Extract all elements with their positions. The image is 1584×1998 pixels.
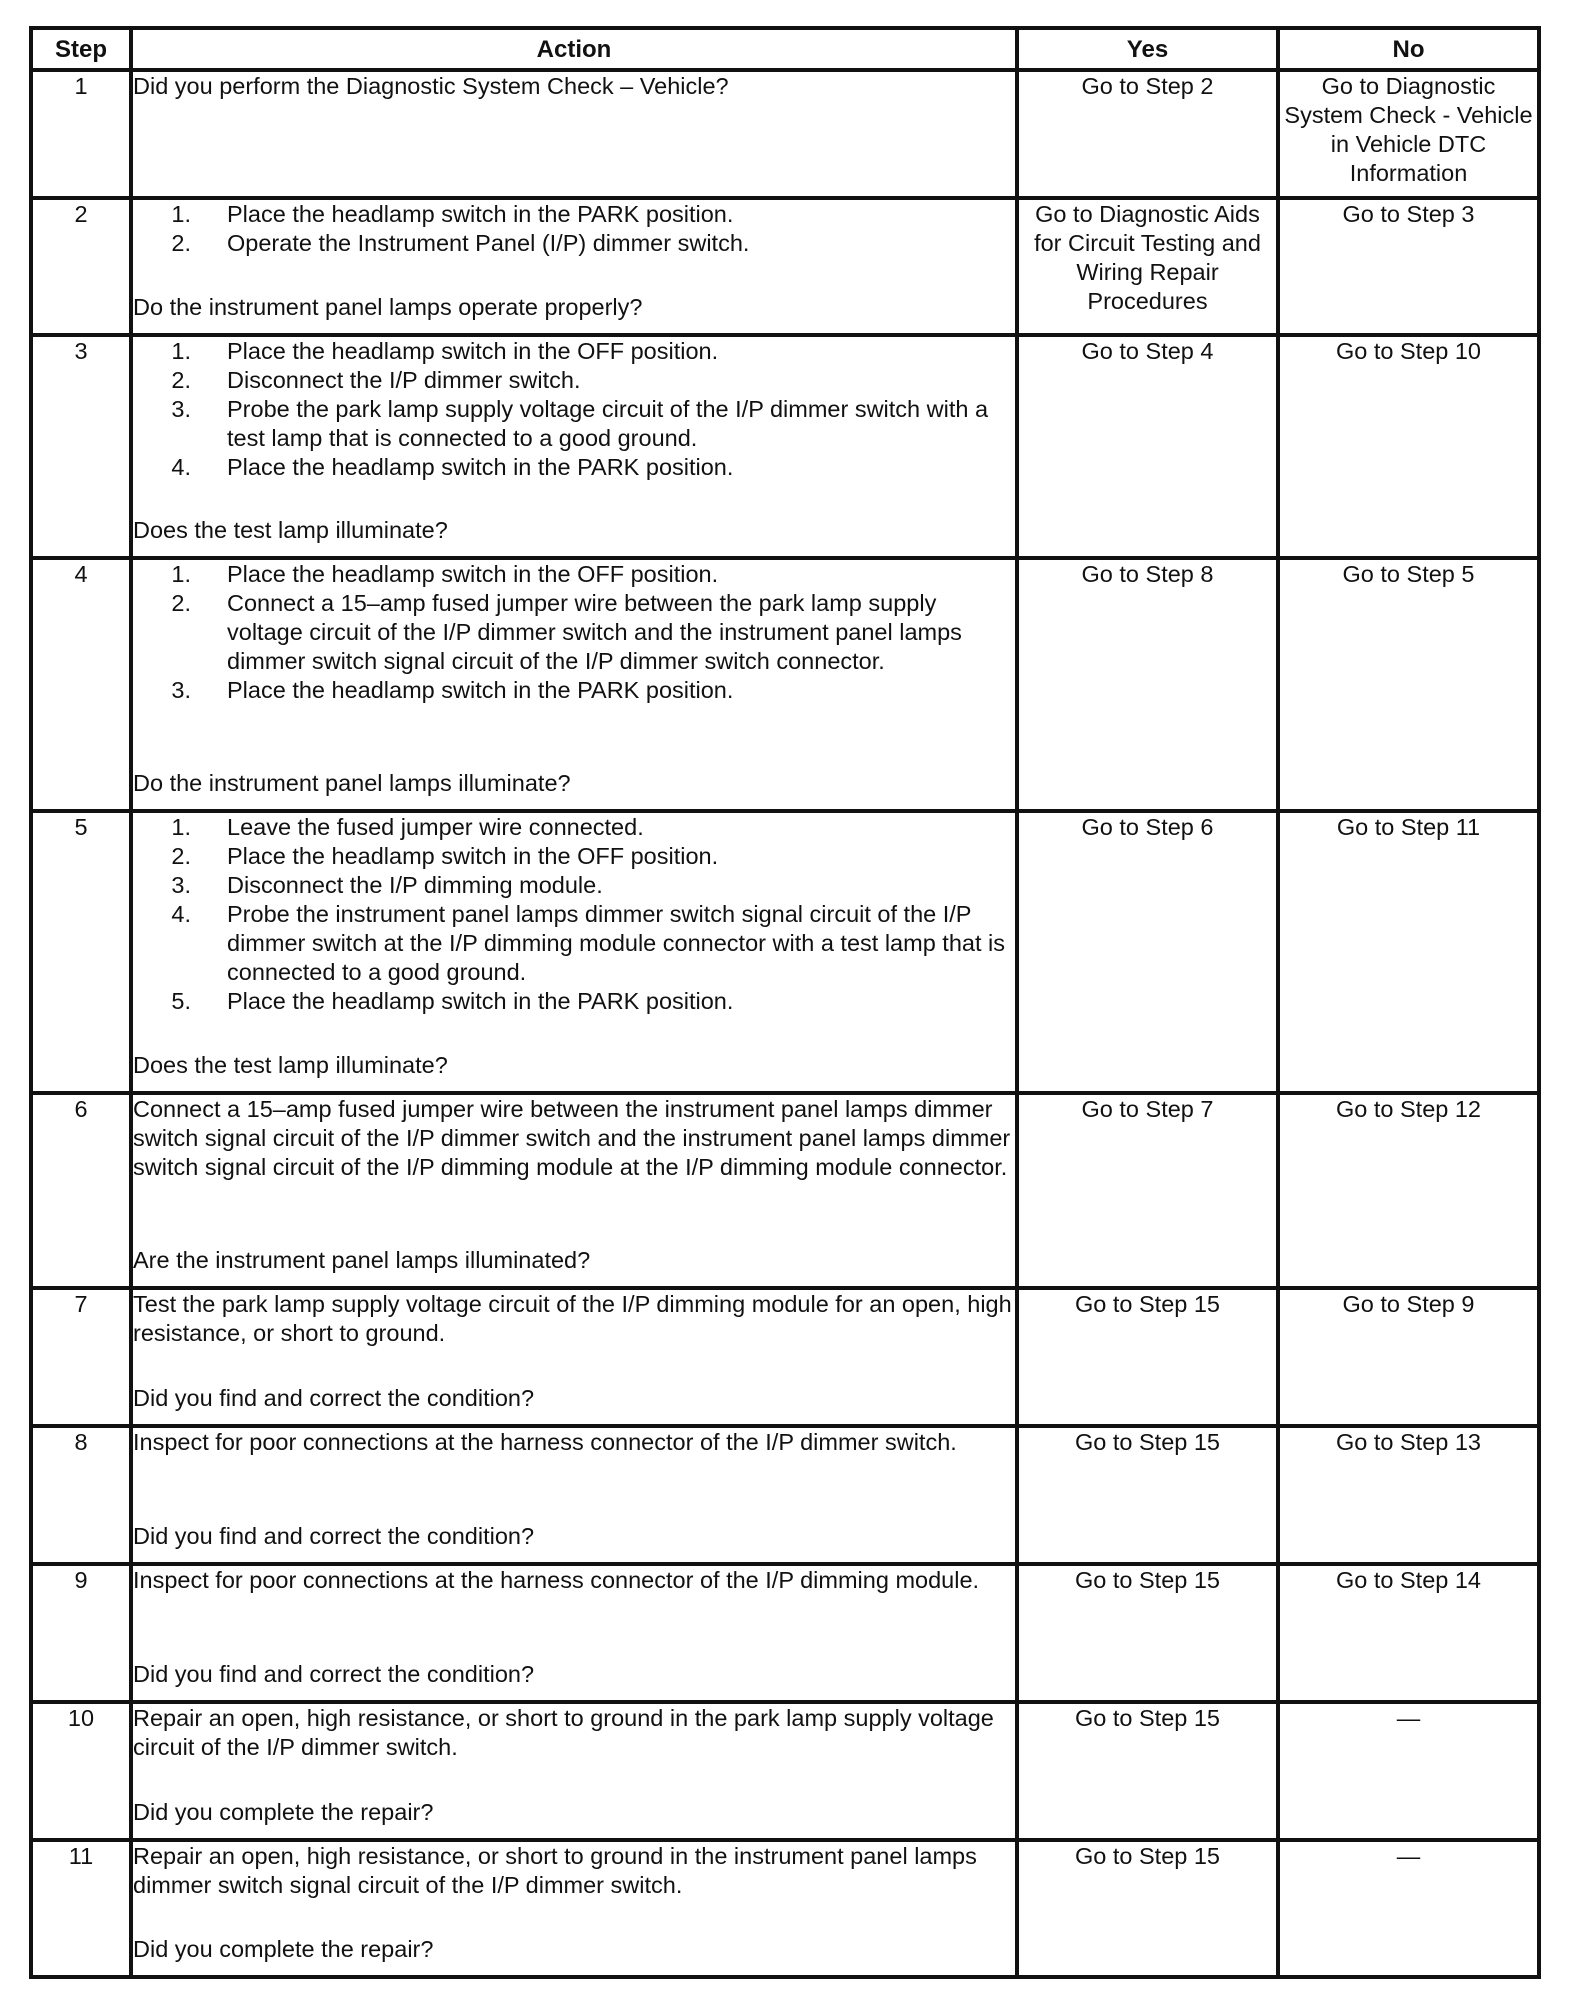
table-row xyxy=(31,1564,1539,1702)
no-result: Go to Step 12 xyxy=(1278,1093,1539,1288)
action-step-item xyxy=(133,200,1015,229)
action-step-item xyxy=(133,842,1015,871)
action-steps-list xyxy=(133,813,1015,1016)
action-question: Does the test lamp illuminate? xyxy=(133,1052,448,1078)
table-row xyxy=(31,1426,1539,1564)
action-step-text: Probe the instrument panel lamps dimmer switch signal circuit of the I/P dimmer switch at the I/P dimming module connector with a test lamp that is connected to a good ground. xyxy=(227,901,1006,985)
action-question: Did you find and correct the condition? xyxy=(133,1661,535,1687)
step-number: 9 xyxy=(31,1564,131,1702)
action-cell xyxy=(131,1702,1017,1840)
table-row xyxy=(31,1093,1539,1288)
action-step-item xyxy=(133,453,1015,482)
action-question: Did you find and correct the condition? xyxy=(133,1523,535,1549)
table-row xyxy=(31,198,1539,335)
action-step-number: 2. xyxy=(171,230,191,256)
action-step-number: 1. xyxy=(171,201,191,227)
action-step-text: Disconnect the I/P dimming module. xyxy=(227,872,603,898)
header-action: Action xyxy=(131,28,1017,70)
action-question: Does the test lamp illuminate? xyxy=(133,517,448,543)
action-step-number: 2. xyxy=(171,590,191,616)
yes-result: Go to Diagnostic Aids for Circuit Testing and Wiring Repair Procedures xyxy=(1017,198,1278,335)
step-number: 6 xyxy=(31,1093,131,1288)
action-step-text: Operate the Instrument Panel (I/P) dimmer switch. xyxy=(227,230,750,256)
action-step-item xyxy=(133,900,1015,987)
yes-result: Go to Step 15 xyxy=(1017,1840,1278,1977)
action-step-item xyxy=(133,366,1015,395)
action-text: Did you perform the Diagnostic System Check – Vehicle? xyxy=(133,73,729,99)
action-step-number: 3. xyxy=(171,872,191,898)
action-step-text: Place the headlamp switch in the PARK position. xyxy=(227,201,734,227)
yes-result: Go to Step 15 xyxy=(1017,1426,1278,1564)
step-number: 4 xyxy=(31,558,131,811)
action-step-text: Place the headlamp switch in the PARK position. xyxy=(227,677,734,703)
action-step-text: Connect a 15–amp fused jumper wire between the park lamp supply voltage circuit of the I/P dimmer switch and the instrument panel lamps dimmer switch signal circuit of the I/P dimmer switch connector. xyxy=(227,590,962,674)
action-step-text: Leave the fused jumper wire connected. xyxy=(227,814,644,840)
action-cell xyxy=(131,1840,1017,1977)
action-question: Did you complete the repair? xyxy=(133,1936,434,1962)
step-number: 8 xyxy=(31,1426,131,1564)
header-row xyxy=(31,28,1539,70)
no-result: Go to Step 11 xyxy=(1278,811,1539,1093)
action-text: Inspect for poor connections at the harness connector of the I/P dimmer switch. xyxy=(133,1429,957,1455)
action-step-text: Disconnect the I/P dimmer switch. xyxy=(227,367,581,393)
yes-result: Go to Step 15 xyxy=(1017,1288,1278,1426)
action-step-number: 2. xyxy=(171,367,191,393)
step-number: 5 xyxy=(31,811,131,1093)
action-step-item xyxy=(133,589,1015,676)
action-cell xyxy=(131,558,1017,811)
diagnostic-table xyxy=(29,26,1541,1979)
no-result: — xyxy=(1278,1840,1539,1977)
action-cell xyxy=(131,70,1017,198)
action-cell xyxy=(131,198,1017,335)
step-number: 1 xyxy=(31,70,131,198)
no-result: Go to Step 9 xyxy=(1278,1288,1539,1426)
action-step-number: 1. xyxy=(171,814,191,840)
table-row xyxy=(31,335,1539,558)
action-step-item xyxy=(133,676,1015,705)
action-text: Repair an open, high resistance, or short to ground in the park lamp supply voltage circuit of the I/P dimmer switch. xyxy=(133,1705,994,1760)
action-text: Test the park lamp supply voltage circuit of the I/P dimming module for an open, high resistance, or short to ground. xyxy=(133,1291,1012,1346)
no-result: Go to Step 14 xyxy=(1278,1564,1539,1702)
table-row xyxy=(31,1702,1539,1840)
table-row xyxy=(31,1288,1539,1426)
action-question: Are the instrument panel lamps illuminated? xyxy=(133,1247,591,1273)
step-number: 11 xyxy=(31,1840,131,1977)
step-number: 2 xyxy=(31,198,131,335)
table-row xyxy=(31,558,1539,811)
action-cell xyxy=(131,1426,1017,1564)
action-question: Did you find and correct the condition? xyxy=(133,1385,535,1411)
no-result: Go to Step 10 xyxy=(1278,335,1539,558)
action-steps-list xyxy=(133,337,1015,482)
no-result: Go to Step 3 xyxy=(1278,198,1539,335)
action-step-item xyxy=(133,987,1015,1016)
table-row xyxy=(31,70,1539,198)
no-result: Go to Step 13 xyxy=(1278,1426,1539,1564)
action-cell xyxy=(131,811,1017,1093)
action-step-item xyxy=(133,337,1015,366)
action-step-item xyxy=(133,229,1015,258)
action-cell xyxy=(131,1288,1017,1426)
table-row xyxy=(31,811,1539,1093)
action-step-item xyxy=(133,871,1015,900)
no-result: Go to Step 5 xyxy=(1278,558,1539,811)
action-step-item xyxy=(133,560,1015,589)
action-steps-list xyxy=(133,200,1015,258)
step-number: 7 xyxy=(31,1288,131,1426)
action-step-number: 3. xyxy=(171,677,191,703)
action-step-number: 5. xyxy=(171,988,191,1014)
no-result: — xyxy=(1278,1702,1539,1840)
step-number: 3 xyxy=(31,335,131,558)
action-step-number: 4. xyxy=(171,454,191,480)
action-text: Repair an open, high resistance, or short to ground in the instrument panel lamps dimmer switch signal circuit of the I/P dimmer switch. xyxy=(133,1843,977,1898)
yes-result: Go to Step 6 xyxy=(1017,811,1278,1093)
action-step-number: 1. xyxy=(171,338,191,364)
action-steps-list xyxy=(133,560,1015,705)
action-text: Inspect for poor connections at the harness connector of the I/P dimming module. xyxy=(133,1567,980,1593)
action-step-text: Place the headlamp switch in the OFF position. xyxy=(227,843,719,869)
table-row xyxy=(31,1840,1539,1977)
action-step-number: 1. xyxy=(171,561,191,587)
yes-result: Go to Step 15 xyxy=(1017,1564,1278,1702)
action-cell xyxy=(131,1093,1017,1288)
action-cell xyxy=(131,1564,1017,1702)
action-step-text: Place the headlamp switch in the PARK position. xyxy=(227,988,734,1014)
header-step: Step xyxy=(31,28,131,70)
action-step-text: Place the headlamp switch in the PARK position. xyxy=(227,454,734,480)
action-step-text: Place the headlamp switch in the OFF position. xyxy=(227,338,719,364)
header-no: No xyxy=(1278,28,1539,70)
action-step-number: 4. xyxy=(171,901,191,927)
action-question: Do the instrument panel lamps operate properly? xyxy=(133,294,643,320)
action-question: Do the instrument panel lamps illuminate? xyxy=(133,770,571,796)
action-text: Connect a 15–amp fused jumper wire between the instrument panel lamps dimmer switch signal circuit of the I/P dimmer switch and the instrument panel lamps dimmer switch signal circuit of the I/P dimming module at the I/P dimming module connector. xyxy=(133,1096,1011,1180)
no-result: Go to Diagnostic System Check - Vehicle in Vehicle DTC Information xyxy=(1278,70,1539,198)
action-step-number: 2. xyxy=(171,843,191,869)
action-step-text: Place the headlamp switch in the OFF position. xyxy=(227,561,719,587)
action-question: Did you complete the repair? xyxy=(133,1799,434,1825)
step-number: 10 xyxy=(31,1702,131,1840)
header-yes: Yes xyxy=(1017,28,1278,70)
action-step-number: 3. xyxy=(171,396,191,422)
yes-result: Go to Step 15 xyxy=(1017,1702,1278,1840)
yes-result: Go to Step 4 xyxy=(1017,335,1278,558)
yes-result: Go to Step 7 xyxy=(1017,1093,1278,1288)
yes-result: Go to Step 8 xyxy=(1017,558,1278,811)
action-cell xyxy=(131,335,1017,558)
yes-result: Go to Step 2 xyxy=(1017,70,1278,198)
action-step-item xyxy=(133,813,1015,842)
action-step-text: Probe the park lamp supply voltage circuit of the I/P dimmer switch with a test lamp that is connected to a good ground. xyxy=(227,396,989,451)
action-step-item xyxy=(133,395,1015,453)
